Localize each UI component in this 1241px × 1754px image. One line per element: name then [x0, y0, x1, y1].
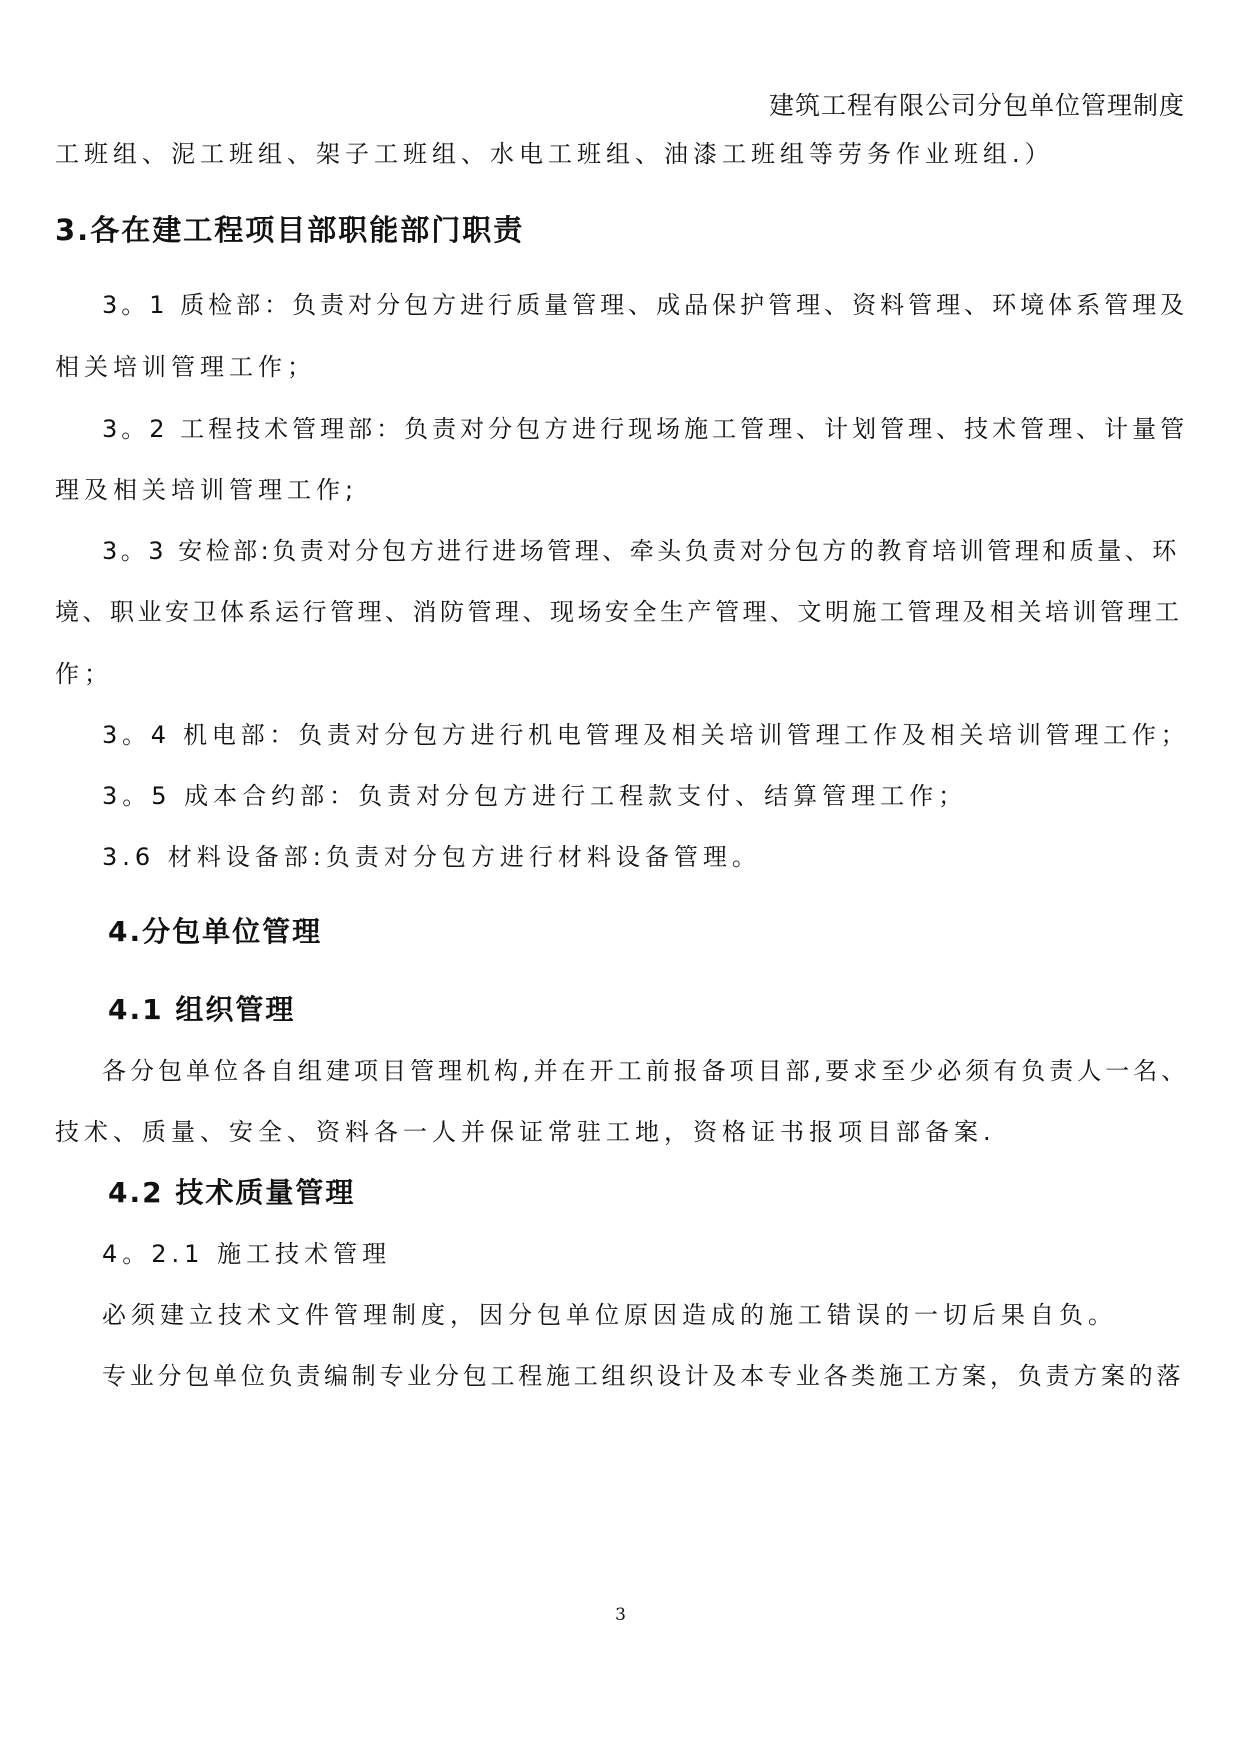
- page-header: 建筑工程有限公司分包单位管理制度: [768, 91, 1185, 120]
- section-4-2-line-1: 必须建立技术文件管理制度，因分包单位原因造成的施工错误的一切后果自负。: [102, 1301, 1117, 1329]
- section-4-2-line-2: 专业分包单位负责编制专业分包工程施工组织设计及本专业各类施工方案，负责方案的落: [102, 1362, 1185, 1390]
- section-4-1-line-2: 技术、质量、安全、资料各一人并保证常驻工地，资格证书报项目部备案.: [55, 1118, 996, 1146]
- item-3-2-line-1: 3。2 工程技术管理部：负责对分包方进行现场施工管理、计划管理、技术管理、计量管: [102, 415, 1189, 443]
- page-number: 3: [615, 1605, 626, 1625]
- section-4-1-line-1: 各分包单位各自组建项目管理机构,并在开工前报备项目部,要求至少必须有负责人一名、: [102, 1057, 1190, 1085]
- section-4-2-1-title: 4。2.1 施工技术管理: [102, 1240, 392, 1268]
- section-3-heading: 3.各在建工程项目部职能部门职责: [55, 213, 525, 247]
- item-3-1-line-2: 相关培训管理工作；: [55, 353, 316, 381]
- item-3-4: 3。4 机电部：负责对分包方进行机电管理及相关培训管理工作及相关培训管理工作；: [102, 721, 1190, 749]
- item-3-2-line-2: 理及相关培训管理工作;: [55, 476, 359, 504]
- item-3-1-line-1: 3。1 质检部：负责对分包方进行质量管理、成品保护管理、资料管理、环境体系管理及: [102, 291, 1189, 319]
- section-4-2-heading: 4.2 技术质量管理: [108, 1176, 356, 1209]
- continuation-text: 工班组、泥工班组、架子工班组、水电工班组、油漆工班组等劳务作业班组.）: [55, 140, 1054, 168]
- section-4-1-heading: 4.1 组织管理: [108, 993, 296, 1026]
- item-3-5: 3。5 成本合约部：负责对分包方进行工程款支付、结算管理工作；: [102, 782, 968, 810]
- item-3-3-line-1: 3。3 安检部:负责对分包方进行进场管理、牵头负责对分包方的教育培训管理和质量、环: [102, 537, 1180, 565]
- section-4-heading: 4.分包单位管理: [108, 915, 323, 948]
- item-3-6: 3.6 材料设备部:负责对分包方进行材料设备管理。: [102, 843, 761, 871]
- item-3-3-line-2: 境、职业安卫体系运行管理、消防管理、现场安全生产管理、文明施工管理及相关培训管理工: [55, 598, 1183, 626]
- item-3-3-line-3: 作；: [55, 660, 113, 688]
